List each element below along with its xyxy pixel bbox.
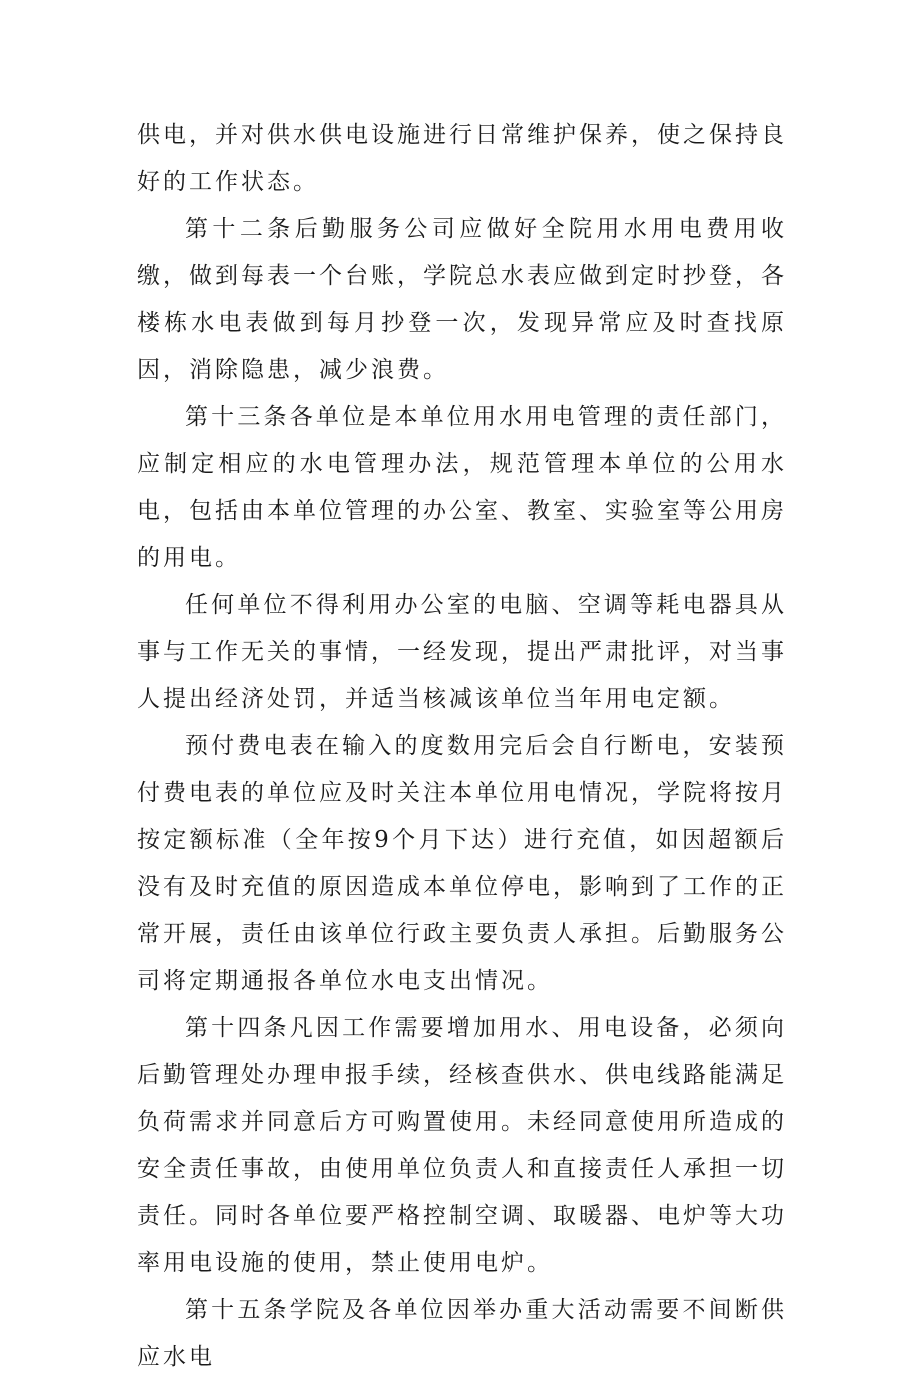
document-body [137, 112, 787, 1381]
paragraph-article-14: 第十四条凡因工作需要增加用水、用电设备，必须向后勤管理处办理申报手续，经核查供水、供电线路能满足负荷需求并同意后方可购置使用。未经同意使用所造成的安全责任事故，由使用单位负责人和直接责任人承担一切责任。同时各单位要严格控制空调、取暖器、电炉等大功率用电设施的使用，禁止使用电炉。 [137, 1015, 787, 1276]
paragraph-article-13: 第十三条各单位是本单位用水用电管理的责任部门，应制定相应的水电管理办法，规范管理本单位的公用水电，包括由本单位管理的办公室、教室、实验室等公用房的用电。 [137, 404, 787, 571]
paragraph-misuse-rule: 任何单位不得利用办公室的电脑、空调等耗电器具从事与工作无关的事情，一经发现，提出严肃批评，对当事人提出经济处罚，并适当核减该单位当年用电定额。 [137, 592, 787, 712]
paragraph-continuation: 供电，并对供水供电设施进行日常维护保养，使之保持良好的工作状态。 [137, 122, 787, 195]
paragraph-article-15: 第十五条学院及各单位因举办重大活动需要不间断供应水电 [137, 1297, 787, 1370]
paragraph-article-12: 第十二条后勤服务公司应做好全院用水用电费用收缴，做到每表一个台账，学院总水表应做到定时抄登，各楼栋水电表做到每月抄登一次，发现异常应及时查找原因，消除隐患，减少浪费。 [137, 216, 787, 383]
paragraph-prepaid-meter: 预付费电表在输入的度数用完后会自行断电，安装预付费电表的单位应及时关注本单位用电情况，学院将按月按定额标准（全年按9个月下达）进行充值，如因超额后没有及时充值的原因造成本单位停电，影响到了工作的正常开展，责任由该单位行政主要负责人承担。后勤服务公司将定期通报各单位水电支出情况。 [137, 733, 787, 994]
